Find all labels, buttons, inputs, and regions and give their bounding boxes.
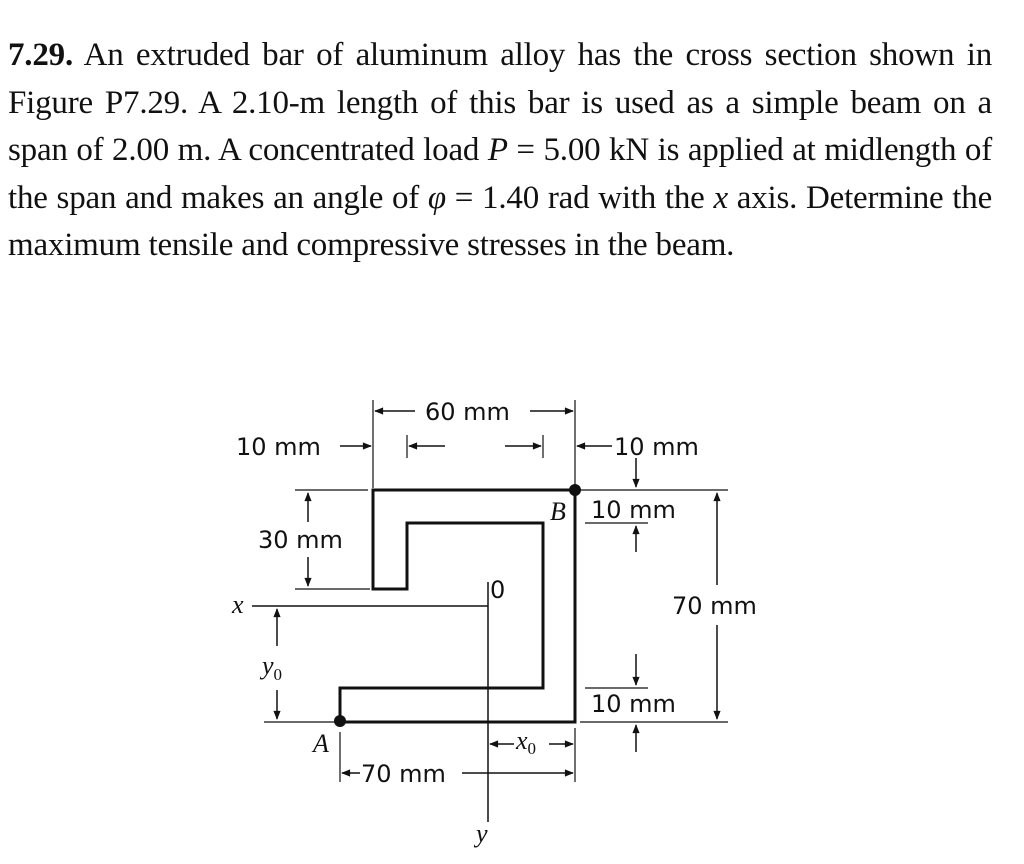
dim-70-vertical-label: 70 mm bbox=[672, 592, 757, 620]
point-a-marker bbox=[334, 715, 346, 727]
dim-10-top-right-label: 10 mm bbox=[614, 433, 699, 461]
problem-text-3: = 1.40 rad with the bbox=[445, 179, 714, 216]
dim-30-label: 30 mm bbox=[258, 526, 343, 554]
dim-10-flange-bottom-label: 10 mm bbox=[591, 690, 676, 718]
dim-70-horizontal-label: 70 mm bbox=[361, 760, 446, 788]
y0-label bbox=[259, 651, 282, 684]
y0-subscript: 0 bbox=[273, 665, 283, 684]
x0-label bbox=[515, 726, 536, 758]
load-symbol: P bbox=[487, 132, 508, 168]
x0-symbol: x bbox=[516, 726, 528, 755]
point-b-label: B bbox=[550, 497, 566, 526]
angle-symbol: φ bbox=[427, 179, 446, 216]
origin-label: 0 bbox=[490, 576, 506, 604]
y-axis-label: y bbox=[476, 819, 488, 848]
dim-10-top-left-label: 10 mm bbox=[236, 433, 321, 461]
dim-60-label: 60 mm bbox=[425, 398, 510, 426]
dim-10-flange-top-label: 10 mm bbox=[591, 496, 676, 524]
problem-text-4: axis. Determine the maximum tensile and compressive stresses in the beam. bbox=[8, 179, 993, 263]
problem-text-2: = 5.00 kN is applied at midlength of the span and makes an angle of bbox=[8, 132, 992, 216]
point-a-label: A bbox=[313, 729, 329, 758]
problem-text-1: An extruded bar of aluminum alloy has the cross section shown in Figure P7.29. A 2.10-m length of this bar is used as a simple beam on a span of 2.00 m. A concentrated load bbox=[8, 37, 992, 168]
problem-number: 7.29. bbox=[8, 37, 74, 73]
x-axis-symbol: x bbox=[713, 179, 728, 216]
x0-subscript: 0 bbox=[527, 739, 537, 758]
x-axis-label: x bbox=[232, 590, 244, 619]
y0-symbol: y bbox=[262, 651, 274, 680]
